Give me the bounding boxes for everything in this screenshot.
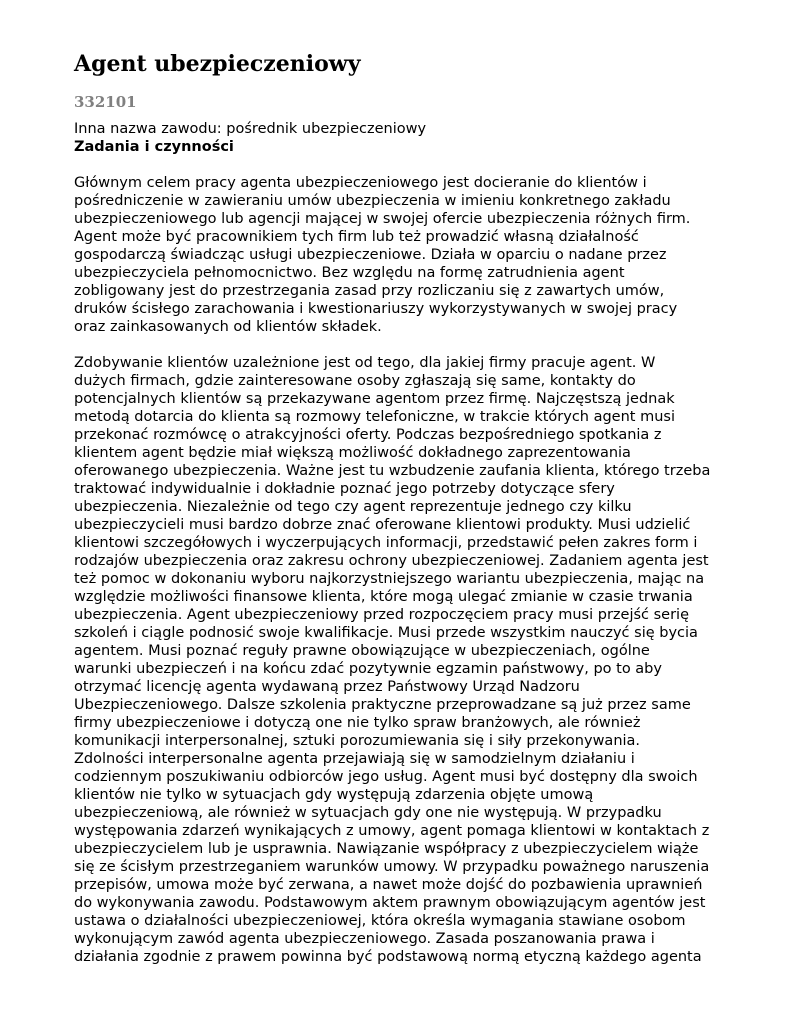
paragraph-line: otrzymać licencję agenta wydawaną przez Państwowy Urząd Nadzoru [74, 679, 580, 695]
paragraph-line: klientowi szczegółowych i wyczerpujących informacji, przedstawić pełen zakres form i [74, 535, 698, 551]
section-heading: Zadania i czynności [74, 139, 234, 155]
paragraph-line: Zdolności interpersonalne agenta przejawiają się w samodzielnym działaniu i [74, 751, 635, 767]
paragraph-line: szkoleń i ciągle podnosić swoje kwalifikacje. Musi przede wszystkim nauczyć się bycia [74, 625, 698, 641]
paragraph-line: występowania zdarzeń wynikających z umowy, agent pomaga klientowi w kontaktach z [74, 823, 710, 839]
paragraph-line: klientów nie tylko w sytuacjach gdy występują zdarzenia objęte umową [74, 787, 594, 803]
paragraph-line: druków ścisłego zarachowania i kwestionariuszy wykorzystywanych w swojej pracy [74, 301, 678, 317]
paragraph-line: Zdobywanie klientów uzależnione jest od tego, dla jakiej firmy pracuje agent. W [74, 355, 656, 371]
paragraph-line: ubezpieczycielem lub je usprawnia. Nawiązanie współpracy z ubezpieczycielem wiąże [74, 841, 699, 857]
paragraph-line: ubezpieczyciela pełnomocnictwo. Bez względu na formę zatrudnienia agent [74, 265, 625, 281]
paragraph-2 [74, 354, 764, 966]
paragraph-line: codziennym poszukiwaniu odbiorców jego usług. Agent musi być dostępny dla swoich [74, 769, 698, 785]
paragraph-line: traktować indywidualnie i dokładnie poznać jego potrzeby dotyczące sfery [74, 481, 615, 497]
paragraph-line: przepisów, umowa może być zerwana, a nawet może dojść do pozbawienia uprawnień [74, 877, 703, 893]
paragraph-line: się ze ścisłym przestrzeganiem warunków umowy. W przypadku poważnego naruszenia [74, 859, 710, 875]
paragraph-line: działania zgodnie z prawem powinna być podstawową normą etyczną każdego agenta [74, 949, 702, 965]
paragraph-line: ubezpieczeniową, ale również w sytuacjach gdy one nie występują. W przypadku [74, 805, 662, 821]
paragraph-line: warunki ubezpieczeń i na końcu zdać pozytywnie egzamin państwowy, po to aby [74, 661, 662, 677]
paragraph-line: potencjalnych klientów są przekazywane agentom przez firmę. Najczęstszą jednak [74, 391, 675, 407]
paragraph-line: pośredniczenie w zawieraniu umów ubezpieczenia w imieniu konkretnego zakładu [74, 193, 671, 209]
page-title: Agent ubezpieczeniowy [74, 51, 361, 77]
paragraph-line: klientem agent będzie miał większą możliwość dokładnego zaprezentowania [74, 445, 631, 461]
alternative-name: Inna nazwa zawodu: pośrednik ubezpieczeniowy [74, 121, 427, 137]
document-page [74, 48, 764, 966]
paragraph-line: Agent może być pracownikiem tych firm lub też prowadzić własną działalność [74, 229, 639, 245]
occupation-code: 332101 [74, 93, 137, 111]
paragraph-line: gospodarczą świadcząc usługi ubezpieczeniowe. Działa w oparciu o nadane przez [74, 247, 667, 263]
paragraph-line: ubezpieczenia. Niezależnie od tego czy agent reprezentuje jednego czy kilku [74, 499, 632, 515]
paragraph-line: metodą dotarcia do klienta są rozmowy telefoniczne, w trakcie których agent musi [74, 409, 675, 425]
paragraph-line: ubezpieczycieli musi bardzo dobrze znać oferowane klientowi produkty. Musi udzielić [74, 517, 691, 533]
paragraph-line: Głównym celem pracy agenta ubezpieczeniowego jest docieranie do klientów i [74, 175, 647, 191]
paragraph-1 [74, 174, 764, 336]
paragraph-line: oraz zainkasowanych od klientów składek. [74, 319, 382, 335]
paragraph-line: Ubezpieczeniowego. Dalsze szkolenia praktyczne przeprowadzane są już przez same [74, 697, 691, 713]
paragraph-line: zobligowany jest do przestrzegania zasad przy rozliczaniu się z zawartych umów, [74, 283, 665, 299]
paragraph-line: komunikacji interpersonalnej, sztuki porozumiewania się i siły przekonywania. [74, 733, 641, 749]
paragraph-line: ustawa o działalności ubezpieczeniowej, która określa wymagania stawiane osobom [74, 913, 686, 929]
paragraph-line: ubezpieczeniowego lub agencji mającej w swojej ofercie ubezpieczenia różnych firm. [74, 211, 691, 227]
paragraph-line: przekonać rozmówcę o atrakcyjności oferty. Podczas bezpośredniego spotkania z [74, 427, 662, 443]
paragraph-line: firmy ubezpieczeniowe i dotyczą one nie tylko spraw branżowych, ale również [74, 715, 641, 731]
paragraph-line: też pomoc w dokonaniu wyboru najkorzystniejszego wariantu ubezpieczenia, mając na [74, 571, 705, 587]
paragraph-line: wykonującym zawód agenta ubezpieczeniowego. Zasada poszanowania prawa i [74, 931, 655, 947]
paragraph-line: dużych firmach, gdzie zainteresowane osoby zgłaszają się same, kontakty do [74, 373, 636, 389]
paragraph-line: rodzajów ubezpieczenia oraz zakresu ochrony ubezpieczeniowej. Zadaniem agenta jest [74, 553, 709, 569]
paragraph-line: agentem. Musi poznać reguły prawne obowiązujące w ubezpieczeniach, ogólne [74, 643, 650, 659]
paragraph-line: oferowanego ubezpieczenia. Ważne jest tu wzbudzenie zaufania klienta, którego trzeba [74, 463, 711, 479]
paragraph-line: ubezpieczenia. Agent ubezpieczeniowy przed rozpoczęciem pracy musi przejść serię [74, 607, 689, 623]
paragraph-line: do wykonywania zawodu. Podstawowym aktem prawnym obowiązującym agentów jest [74, 895, 706, 911]
paragraph-line: względzie możliwości finansowe klienta, które mogą ulegać zmianie w czasie trwania [74, 589, 693, 605]
